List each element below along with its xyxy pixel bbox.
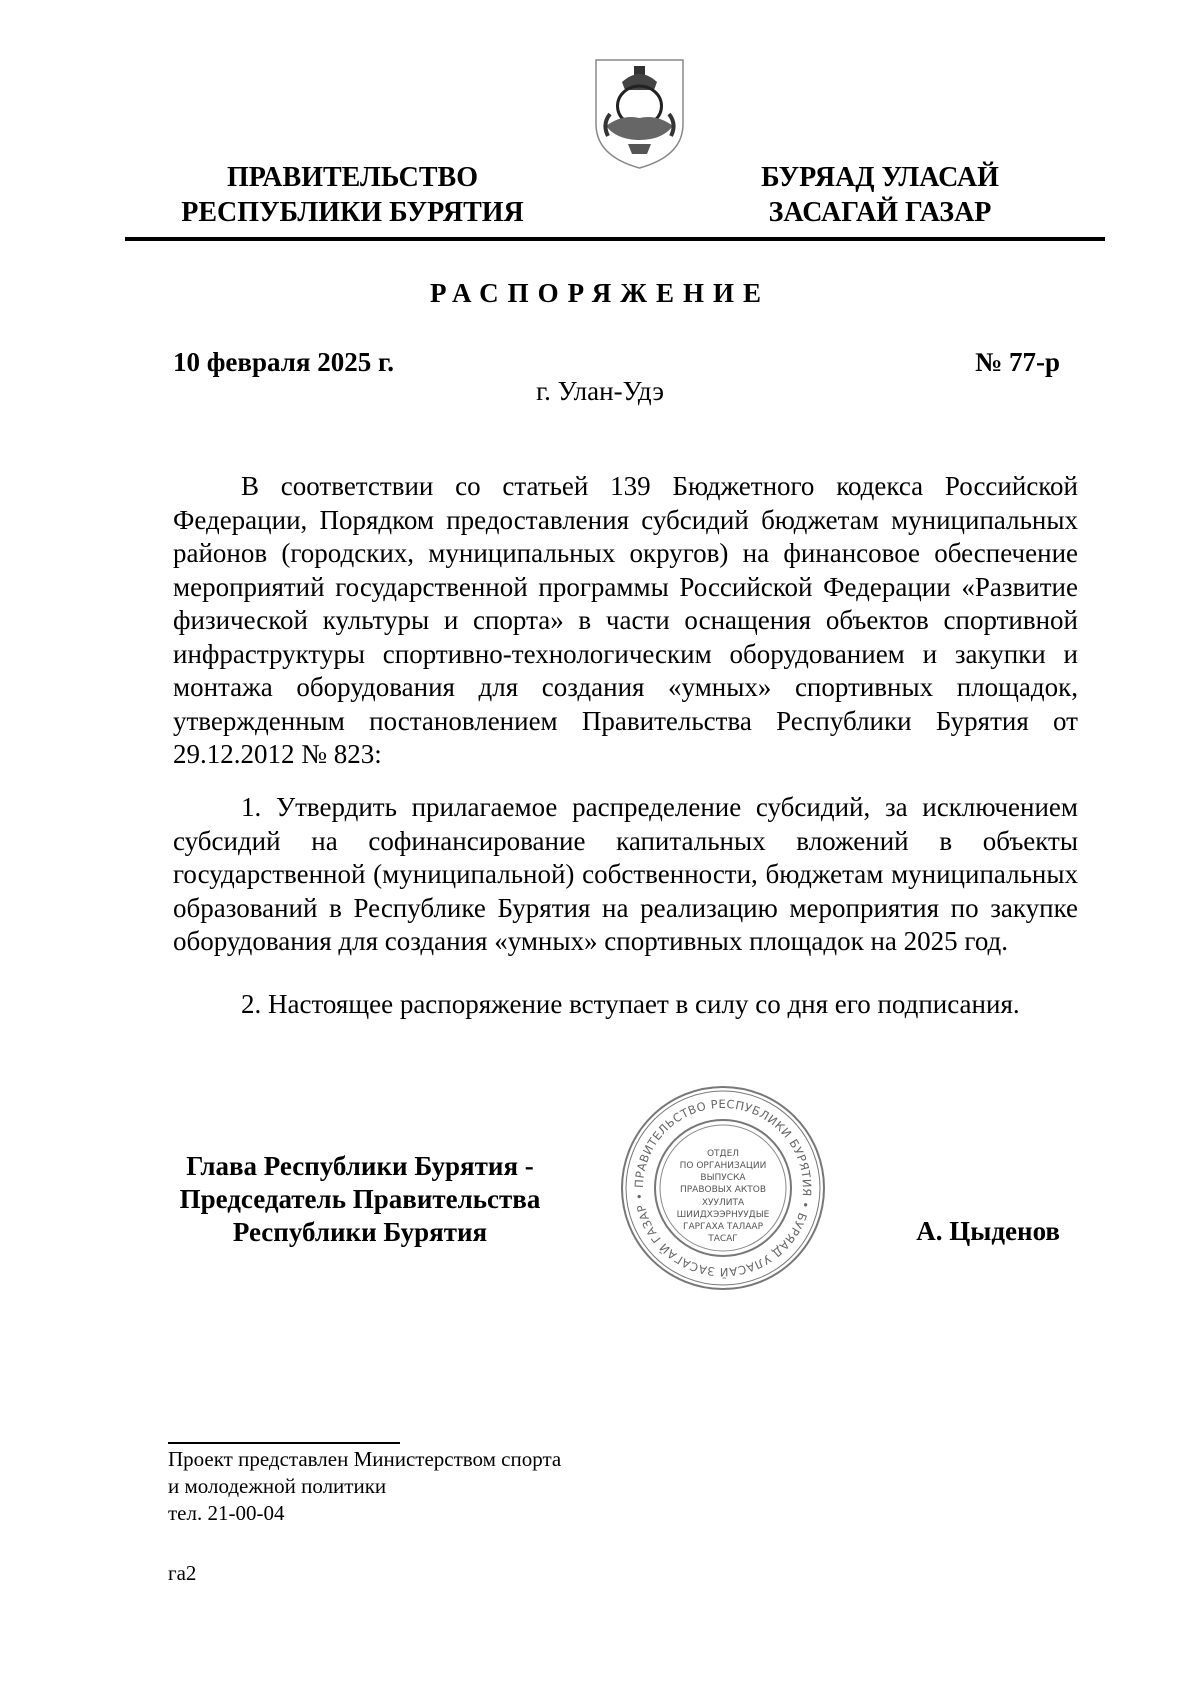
seal-line7: ГАРГАХА ТАЛААР (682, 1222, 764, 1232)
document-city: г. Улан-Удэ (536, 376, 664, 406)
header-right-line1: БУРЯАД УЛАСАЙ (761, 162, 999, 193)
header-left (150, 160, 555, 230)
footer-line2: и молодежной политики (168, 1474, 387, 1498)
signatory-position-line2: Председатель Правительства (179, 1184, 541, 1214)
footer-note (168, 1446, 561, 1527)
seal-line3: ВЫПУСКА (700, 1173, 746, 1183)
footer-code: га2 (168, 1561, 197, 1585)
coat-of-arms-icon (592, 56, 687, 171)
seal-ring-text: ПРАВИТЕЛЬСТВО РЕСПУБЛИКИ БУРЯТИЯ • БУРЯАД УЛАСАЙ ЗАСАГАЙ ГАЗАР • (631, 1096, 815, 1280)
signatory-name: А. Цыденов (916, 1216, 1060, 1246)
header-right-line2: ЗАСАГАЙ ГАЗАР (768, 197, 992, 228)
footer-divider (168, 1442, 400, 1444)
signatory-position-line1: Глава Республики Бурятия - (186, 1151, 534, 1181)
document-title: РАСПОРЯЖЕНИЕ (429, 278, 771, 308)
footer-line3: тел. 21-00-04 (168, 1501, 285, 1525)
seal-line8: ТАСАГ (708, 1234, 738, 1244)
item-1-paragraph: 1. Утвердить прилагаемое распределение субсидий, за исключением субсидий на софинансирование капитальных вложений в объекты государственной (муниципальной) собственности, бюджетам муниципальных образований в Республике Бурятия на реализацию мероприятия по закупке оборудования для создания «умных» спортивных площадок на 2025 год. (173, 792, 1078, 956)
seal-line4: ПРАВОВЫХ АКТОВ (679, 1185, 767, 1195)
signatory-position (150, 1150, 570, 1249)
item-2-paragraph: 2. Настоящее распоряжение вступает в силу со дня его подписания. (241, 989, 1020, 1019)
document-number: № 77-р (975, 347, 1060, 377)
preamble-paragraph: В соответствии со статьей 139 Бюджетного кодекса Российской Федерации, Порядком предоставления субсидий бюджетам муниципальных районов (городских, муниципальных округов) на финансовое обеспечение мероприятий государственной программы Российской Федерации «Развитие физической культуры и спорта» в части оснащения объектов спортивной инфраструктуры спортивно-технологическим оборудованием и закупки и монтажа оборудования для создания «умных» спортивных площадок, утвержденным постановлением Правительства Республики Бурятия от 29.12.2012 № 823: (173, 471, 1078, 769)
seal-line6: ШИИДХЭЭРНУУДЫЕ (676, 1210, 770, 1220)
seal-line5: ХУУЛИТА (701, 1198, 745, 1208)
header-left-line2: РЕСПУБЛИКИ БУРЯТИЯ (181, 197, 524, 228)
header-left-line1: ПРАВИТЕЛЬСТВО (227, 162, 478, 193)
header-divider (125, 237, 1105, 241)
seal-line2: ПО ОРГАНИЗАЦИИ (679, 1161, 767, 1171)
footer-line1: Проект представлен Министерством спорта (168, 1447, 562, 1471)
round-seal-icon (618, 1083, 828, 1293)
seal-line1: ОТДЕЛ (706, 1149, 740, 1159)
signatory-position-line3: Республики Бурятия (232, 1217, 488, 1247)
document-date: 10 февраля 2025 г. (173, 347, 394, 377)
header-right (730, 160, 1030, 230)
